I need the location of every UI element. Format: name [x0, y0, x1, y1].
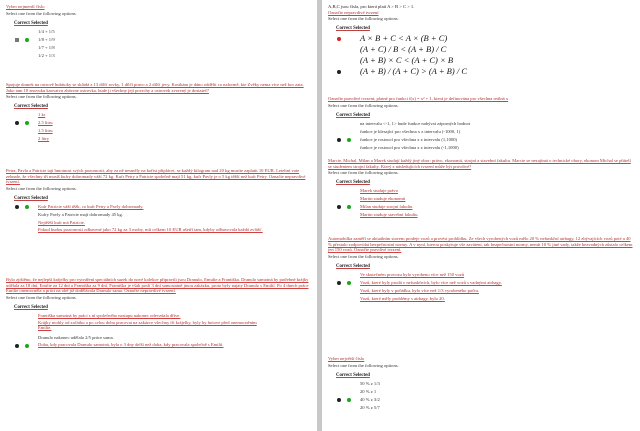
correct-selected-header: Correct Selected	[336, 112, 370, 118]
option-label: 40 % z 3/2	[360, 396, 380, 402]
correct-selected-header: Correct Selected	[336, 372, 370, 378]
correct-selected-header: Correct Selected	[14, 304, 48, 310]
question-block	[6, 277, 311, 354]
answer-option[interactable]	[6, 334, 311, 342]
answer-option[interactable]	[6, 227, 311, 239]
selected-dot-icon	[347, 138, 351, 142]
answer-option[interactable]	[328, 380, 634, 388]
option-label: Františka samotná by práci s ní společného nastupu nakonec odevzdala dříve.	[38, 312, 181, 318]
answer-option[interactable]	[328, 136, 634, 144]
correct-square-icon	[15, 38, 19, 42]
selected-dot-icon	[347, 281, 351, 285]
answer-option[interactable]	[328, 211, 634, 219]
correct-selected-header: Correct Selected	[336, 263, 370, 269]
instruction-text: Select one from the following options.	[6, 94, 77, 100]
correct-selected-header: Correct Selected	[336, 26, 370, 32]
instruction-text: Select one from the following options.	[328, 170, 399, 176]
answer-option[interactable]	[328, 128, 634, 136]
correct-selected-header: Correct Selected	[336, 180, 370, 186]
question-stem: Vyber největší číslo	[328, 356, 365, 361]
option-label: 2 litry	[38, 136, 50, 142]
question-stem: A,B,C jsou čísla, pro která platí A > B > C > 1.	[328, 4, 415, 9]
correct-dot-icon	[337, 398, 341, 402]
option-label: Doba, kdy pracovala Dranulo samotná, byla o 3 dny delší než doba, kdy pracovala společně s Emilií.	[38, 341, 224, 347]
answer-option[interactable]	[328, 33, 634, 44]
answer-option[interactable]	[6, 44, 311, 52]
answer-option[interactable]	[328, 187, 634, 195]
question-stem-2: Označte nepravdivé tvrzení	[328, 9, 379, 15]
correct-dot-icon	[15, 121, 19, 125]
option-label: Vozů, které byly v pořádku, bylo více než 1/3 vyrobeného počtu.	[360, 287, 479, 293]
correct-dot-icon	[337, 205, 341, 209]
answer-option[interactable]	[6, 203, 311, 211]
answer-option[interactable]	[328, 144, 634, 152]
option-label: na intervalu <-1, 1> bude funkce nabývat záporných hodnot	[360, 120, 471, 126]
option-label: 20 % z 5/7	[360, 404, 380, 410]
option-label: 1/2 + 1/3	[38, 52, 55, 58]
question-block	[6, 82, 311, 143]
option-label: Vozů, které měly problémy s airbagy, bylo 20.	[360, 295, 445, 301]
correct-selected-header: Correct Selected	[14, 20, 48, 26]
selected-dot-icon	[25, 205, 29, 209]
question-block	[6, 4, 311, 60]
question-block	[328, 356, 634, 412]
answer-option[interactable]	[6, 312, 311, 320]
option-label: Kufry Pavly a Patricie mají dohromady 45 kg.	[38, 211, 123, 217]
selected-dot-icon	[25, 121, 29, 125]
instruction-text: Select one from the following options.	[6, 10, 77, 16]
question-stem: Označte pravdivé tvrzení, platné pro funkci f(x) = x² + 1, která je definována pro všechna reálná x	[328, 96, 509, 101]
answer-option[interactable]	[6, 320, 311, 334]
instruction-text: Select one from the following options.	[328, 16, 399, 22]
answer-option[interactable]	[328, 295, 634, 303]
option-label: 50 % z 1/3	[360, 380, 380, 386]
answer-option[interactable]	[328, 203, 634, 211]
option-label: Nejtěžší kufr má Patricie.	[38, 219, 85, 225]
option-label: A × B + C < A × (B + C)	[360, 33, 448, 44]
option-label: 1/4 + 1/5	[38, 28, 55, 34]
option-label: Pokud budou pozornosti odbavené jako 72 kg za 3 osoby, mít celkem 10 EUR ušetří tam, kdyby odbavovala každá zvlášť.	[38, 226, 263, 232]
answer-option[interactable]	[328, 55, 634, 66]
correct-dot-icon	[337, 281, 341, 285]
instruction-text: Select one from the following options.	[6, 294, 77, 300]
answer-option[interactable]	[328, 195, 634, 203]
left-page	[0, 0, 317, 431]
question-stem: Petra, Pavla a Patricie tají hmotnost svých pozornosti, aby za ně nesměly na kořist připlácet, se každý kilogram nad 20 kg musíte zaplatit 10 EUR. Leteltní vate zehnale, že všechny tři musíš kufry dohromady váží 72 kg. Kufr Petry a Patricie společně mají 51 kg, kufr Pavly je o 5 kg těžší než kufr Petry. Označte nepravdivé tvrzení.	[6, 168, 306, 185]
question-block	[328, 4, 634, 77]
correct-selected-header: Correct Selected	[14, 104, 48, 110]
answer-option[interactable]	[328, 388, 634, 396]
answer-option[interactable]	[6, 342, 311, 354]
answer-option[interactable]	[328, 396, 634, 404]
right-page	[322, 0, 640, 431]
answer-option[interactable]	[6, 52, 311, 60]
option-label: Kufr Patricie váží těžk, co kufr Petry a Pavly dohromady.	[38, 203, 144, 209]
question-stem: Vyber nejmenší číslo	[6, 4, 45, 9]
answer-option[interactable]	[6, 36, 311, 44]
answer-option[interactable]	[6, 119, 311, 127]
option-label: 2.5 litru	[38, 120, 53, 126]
option-label: Vozů, které byly prodá v nefunkčních, bylo více než vozů s vadnými airbagy.	[360, 279, 502, 285]
option-label: Krájky mohly od začátku a po celou dobu pracovat na zakázce všechny tři krájelky, byly by hotove před onemocněním Emilie.	[38, 319, 257, 331]
question-stem: Spojuje domek na ostrově hubitoky se skládá z 13 dílčí rovky, 1 dílčí pravo a 2 dílčí jevy. Kostkám je dáno oddělit co naformě, kte Zvěky nema více než kor zata. Jako tam 10 znovuku kaovatvu zbávrne ostrovka, bude ji všechny její povrchy a ostrovek zvorený je dostateč?	[6, 82, 304, 93]
question-stem: Automobilka zaměří se aktuálním stavem prodeje vozů a provést prohlídku. Ze všech vyrobených vozů mělo 20 % nefunkční airbagy, 12 zbývajících vozů poté a 40 % přestalo zodpovídat bezpečnostní normy. A v nyní, kterou poskytuje vše zaváteni, tak bezpečnostní normy, nemít 10 % jiné vady, takže bezvadných zůstalo celkem jen 150 vozů. Označte pravdivé tvrzení.	[328, 236, 633, 253]
option-label: Ve skutečném provozu bylo vyrobeno více než 150 vozů	[360, 271, 465, 277]
wrong-dot-icon	[337, 37, 341, 41]
selected-dot-icon	[25, 344, 29, 348]
option-label: 1/8 + 1/9	[38, 36, 55, 42]
answer-option[interactable]	[6, 111, 311, 119]
question-block	[328, 236, 634, 303]
answer-option[interactable]	[328, 404, 634, 412]
option-label: 1.5 litru	[38, 128, 53, 134]
option-label: Dranulo nakonec udělala 2/5 práce sama.	[38, 334, 114, 340]
option-label: (A + B) × C < (A + C) × B	[360, 55, 454, 66]
instruction-text: Select one from the following options.	[328, 102, 399, 108]
option-label: 1/7 + 1/8	[38, 44, 55, 50]
question-stem: Bylo zjištěno, že nejlepší krájelky pro vytváření speciálních sazek do nové kolekce připravili jsou Dranulo, Emulie a Františka. Dranulo samotná by potřebné krájky udělala za 18 dní, Emilie za 12 dní a Františka za 9 dní. Františka je však poslí 3 dní samostatně jinou zakázku, proto byly najaty Dranulo s Emilií. Po 4 dnech práce Emilie onemocněla a práci na obě již dodělávala Dranulo sama. Označte nepravdivé tvrzení.	[6, 277, 309, 294]
option-label: (A + B) / (A + C) > (A + B) / C	[360, 66, 467, 77]
question-block	[328, 158, 634, 219]
option-label: funkce je rostoucí pro všechna x z intervalu (1,1000)	[360, 136, 458, 142]
correct-selected-header: Correct Selected	[14, 195, 48, 201]
answer-option[interactable]	[328, 44, 634, 55]
question-stem: Marcie, Michal, Milan a Marek studují každý jiný obor: právo, ekonomii, strojní a stavební fakultu. Marcie se nezajímá o technické obory, ekonom Michal se přátelí se studentem strojní fakulty. Který z následujících tvrzení může být pravdivé?	[328, 158, 631, 169]
correct-dot-icon	[15, 205, 19, 209]
question-block	[328, 96, 634, 152]
instruction-text: Select one from the following options.	[328, 253, 399, 259]
option-label: Marek studuje právo	[360, 188, 399, 194]
selected-dot-icon	[347, 398, 351, 402]
answer-option[interactable]	[328, 66, 634, 77]
answer-option[interactable]	[328, 120, 634, 128]
question-block	[6, 168, 311, 239]
answer-option[interactable]	[6, 211, 311, 219]
answer-option[interactable]	[328, 279, 634, 287]
instruction-text: Select one from the following options.	[6, 185, 77, 191]
correct-dot-icon	[337, 70, 341, 74]
answer-option[interactable]	[328, 287, 634, 295]
option-label: (A + C) / B < (A + B) / C	[360, 44, 447, 55]
selected-dot-icon	[347, 205, 351, 209]
option-label: Milan studuje strojní fakultu	[360, 204, 413, 210]
option-label: 20 % z 1	[360, 388, 377, 394]
selected-dot-icon	[25, 38, 29, 42]
answer-option[interactable]	[328, 271, 634, 279]
correct-dot-icon	[15, 344, 19, 348]
option-label: Martin studuje ekonomii	[360, 196, 406, 202]
answer-option[interactable]	[6, 219, 311, 227]
answer-option[interactable]	[6, 135, 311, 143]
answer-option[interactable]	[6, 127, 311, 135]
correct-dot-icon	[337, 138, 341, 142]
option-label: Martin studuje stavební fakultu	[360, 212, 418, 218]
answer-option[interactable]	[6, 28, 311, 36]
option-label: funkce je rostoucí pro všechna x z intervalu (-1,1000)	[360, 144, 459, 150]
option-label: 1 kr	[38, 112, 46, 118]
instruction-text: Select one from the following options.	[328, 362, 399, 368]
option-label: funkce je klesající pro všechna x z intervalu (-1000, 1)	[360, 128, 461, 134]
